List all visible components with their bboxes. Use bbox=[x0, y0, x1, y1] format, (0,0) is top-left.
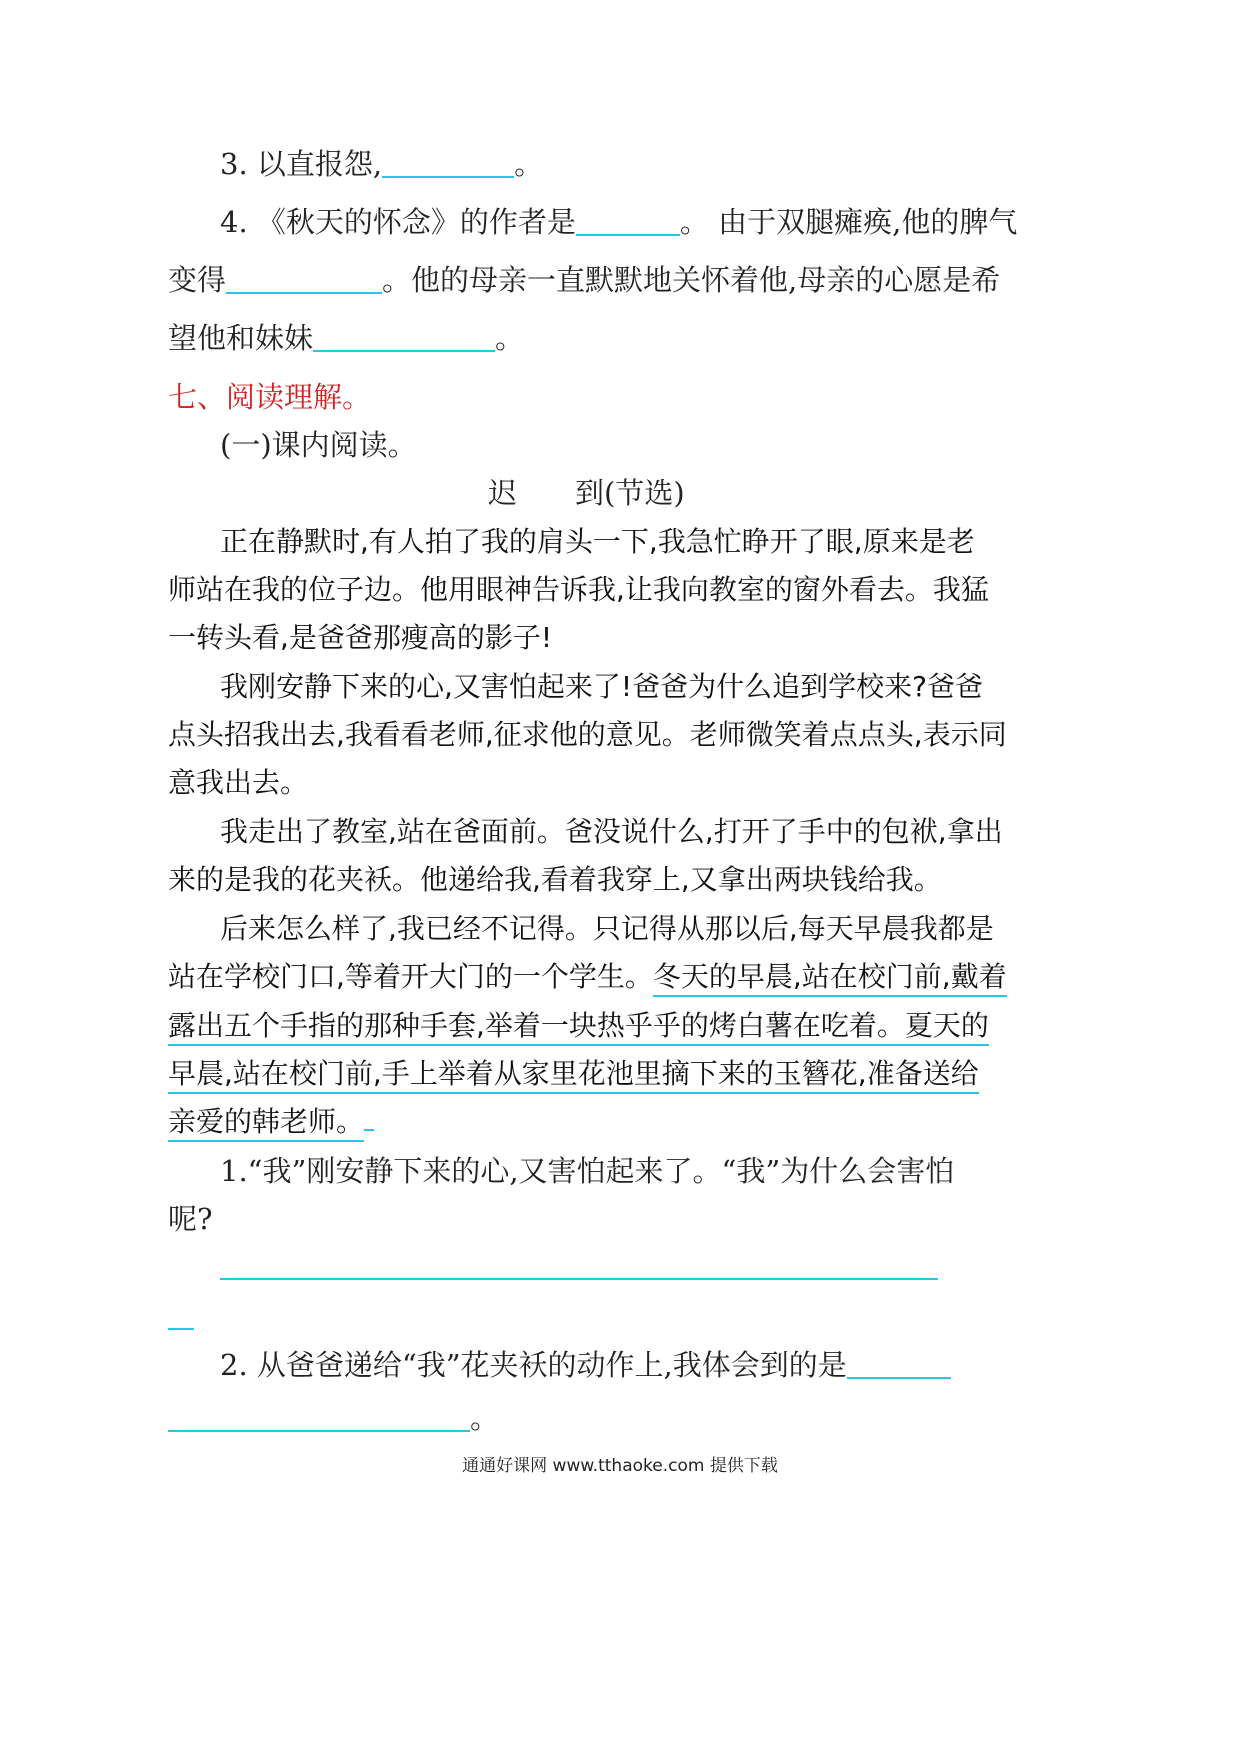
answer-blank[interactable] bbox=[168, 1400, 470, 1432]
reading-question-2 bbox=[220, 1345, 951, 1385]
page-footer: 通通好课网 www.tthaoke.com 提供下载 bbox=[462, 1456, 778, 1476]
passage-line: 后来怎么样了,我已经不记得。只记得从那以后,每天早晨我都是 bbox=[220, 912, 994, 945]
answer-line-tail[interactable] bbox=[168, 1328, 194, 1330]
answer-blank[interactable] bbox=[576, 204, 680, 236]
underlined-text: 早晨,站在校门前,手上举着从家里花池里摘下来的玉簪花,准备送给 bbox=[168, 1057, 979, 1094]
question-4-line-2-mid: 。他的母亲一直默默地关怀着他,母亲的心愿是希 bbox=[382, 263, 1001, 297]
question-4-line-3 bbox=[168, 318, 524, 358]
passage-line bbox=[168, 1006, 989, 1046]
passage-line bbox=[168, 1054, 979, 1094]
underlined-text: 冬天的早晨,站在校门前,戴着 bbox=[653, 960, 1007, 997]
reading-question-2-end: 。 bbox=[470, 1401, 500, 1435]
question-4-line-2-start: 变得 bbox=[168, 263, 227, 297]
reading-question-2-text: 2. 从爸爸递给“我”花夹袄的动作上,我体会到的是 bbox=[220, 1348, 847, 1382]
passage-line bbox=[168, 957, 1007, 997]
reading-question-1-cont: 呢? bbox=[168, 1202, 213, 1236]
answer-line[interactable] bbox=[220, 1278, 938, 1280]
answer-blank[interactable] bbox=[226, 262, 382, 294]
answer-blank[interactable] bbox=[313, 320, 495, 352]
question-4-line-3-start: 望他和妹妹 bbox=[168, 321, 314, 355]
question-3-end: 。 bbox=[514, 147, 544, 181]
passage-line: 来的是我的花夹袄。他递给我,看着我穿上,又拿出两块钱给我。 bbox=[168, 863, 942, 896]
passage-line: 正在静默时,有人拍了我的肩头一下,我急忙睁开了眼,原来是老 bbox=[220, 525, 975, 558]
underline-tail bbox=[364, 1127, 374, 1131]
question-4-line-1 bbox=[220, 202, 1017, 242]
reading-question-1: 1.“我”刚安静下来的心,又害怕起来了。“我”为什么会害怕 bbox=[220, 1154, 955, 1188]
passage-line: 我走出了教室,站在爸面前。爸没说什么,打开了手中的包袱,拿出 bbox=[220, 815, 1003, 848]
section-heading: 七、阅读理解。 bbox=[168, 380, 372, 414]
passage-line: 一转头看,是爸爸那瘦高的影子! bbox=[168, 621, 553, 654]
question-4-line-3-end: 。 bbox=[495, 321, 525, 355]
question-4-text: 4. 《秋天的怀念》的作者是 bbox=[220, 205, 576, 239]
question-3 bbox=[220, 144, 543, 184]
section-subheading: (一)课内阅读。 bbox=[220, 428, 417, 462]
underlined-text: 亲爱的韩老师。 bbox=[168, 1105, 364, 1142]
reading-question-2-cont bbox=[168, 1398, 499, 1438]
passage-line: 我刚安静下来的心,又害怕起来了!爸爸为什么追到学校来?爸爸 bbox=[220, 670, 983, 703]
answer-blank[interactable] bbox=[847, 1347, 951, 1379]
question-4-text-mid: 。 由于双腿瘫痪,他的脾气 bbox=[679, 205, 1018, 239]
passage-line bbox=[168, 1102, 374, 1142]
passage-line: 师站在我的位子边。他用眼神告诉我,让我向教室的窗外看去。我猛 bbox=[168, 573, 989, 606]
passage-title: 迟 到(节选) bbox=[488, 476, 685, 510]
passage-text: 站在学校门口,等着开大门的一个学生。 bbox=[168, 960, 653, 993]
passage-line: 意我出去。 bbox=[168, 766, 309, 799]
question-3-text: 3. 以直报怨, bbox=[220, 147, 383, 181]
passage-line: 点头招我出去,我看看老师,征求他的意见。老师微笑着点点头,表示同 bbox=[168, 718, 1007, 751]
question-4-line-2 bbox=[168, 260, 1000, 300]
underlined-text: 露出五个手指的那种手套,举着一块热乎乎的烤白薯在吃着。夏天的 bbox=[168, 1009, 989, 1046]
answer-blank[interactable] bbox=[382, 146, 514, 178]
